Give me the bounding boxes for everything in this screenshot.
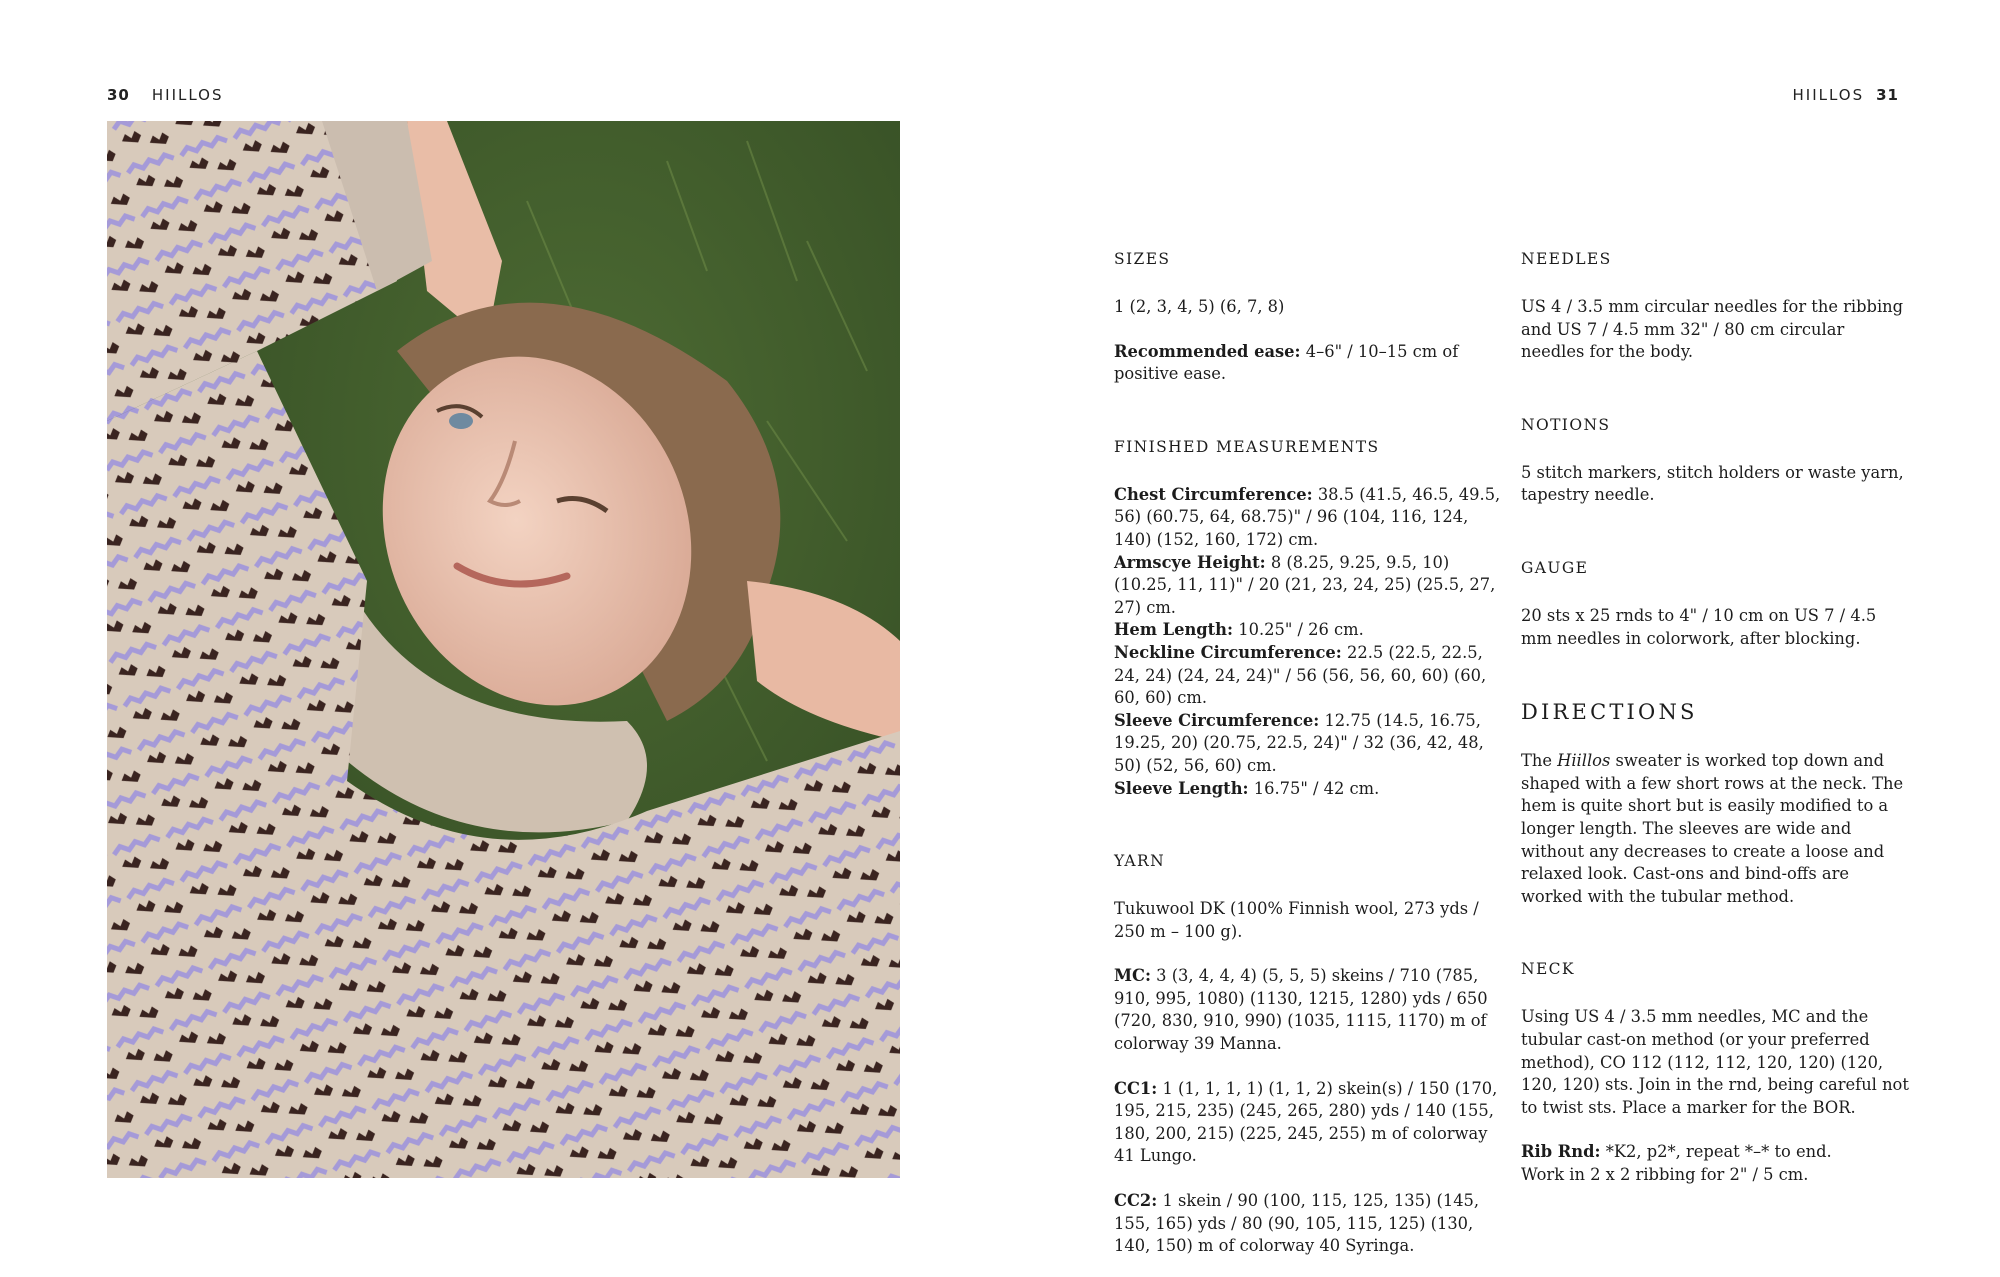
left-page-number: 30 (107, 86, 130, 104)
left-text-column (1114, 246, 1502, 1258)
mc-value: 3 (3, 4, 4, 4) (5, 5, 5) skeins / 710 (785, 910, 995, 1080) (1130, 1215, 1280) yds / 650 (720, 830, 910, 990) (1035, 1115, 1170) m of colorway 39 Manna. (1114, 966, 1488, 1054)
rib-label: Rib Rnd: (1521, 1142, 1601, 1162)
cc1-value: 1 (1, 1, 1, 1) (1, 1, 2) skein(s) / 150 (170, 195, 215, 235) (245, 265, 280) yds / 140 (155, 180, 200, 215) (225, 245, 255) m of colorway 41 Lungo. (1114, 1078, 1498, 1166)
sleeve-len-value: 16.75" / 42 cm. (1248, 778, 1380, 798)
sleeve-circ-label: Sleeve Circumference: (1114, 710, 1320, 730)
right-page-header (1792, 86, 1899, 104)
needles-heading: NEEDLES (1521, 250, 1612, 268)
sleeve-circ-value: 12.75 (14.5, 16.75, 19.25, 20) (20.75, 22.5, 24)" / 32 (36, 42, 48, 50) (52, 56, 60) cm. (1114, 710, 1484, 775)
right-running-title: HIILLOS (1792, 86, 1865, 104)
right-page-number: 31 (1876, 86, 1899, 104)
yarn-description: Tukuwool DK (100% Finnish wool, 273 yds / 250 m – 100 g). (1114, 899, 1479, 941)
rib-round (1521, 1141, 1909, 1164)
finished-measurements-heading: FINISHED MEASUREMENTS (1114, 437, 1380, 456)
hem-length (1114, 619, 1502, 642)
directions-text-rest: sweater is worked top down and shaped with a few short rows at the neck. The hem is quite short but is easily modified to a longer length. The sleeves are wide and without any decreases to create a loose and relaxed look. Cast-ons and bind-offs are worked with the tubular method. (1521, 751, 1904, 906)
neckline-label: Neckline Circumference: (1114, 642, 1342, 662)
portrait-photo-icon (107, 121, 900, 1178)
mc-label: MC: (1114, 966, 1151, 986)
sleeve-circumference (1114, 710, 1502, 778)
yarn-mc (1114, 965, 1502, 1055)
sizes-values: 1 (2, 3, 4, 5) (6, 7, 8) (1114, 297, 1285, 316)
neck-text: Using US 4 / 3.5 mm needles, MC and the tubular cast-on method (or your preferred method), CO 112 (112, 112, 120, 120) (120, 120, 120) sts. Join in the rnd, being careful not to twist sts. Place a marker for the BOR. (1521, 1007, 1909, 1117)
gauge-heading: GAUGE (1521, 558, 1589, 577)
chest-label: Chest Circumference: (1114, 484, 1313, 504)
armscye-height (1114, 552, 1502, 620)
recommended-ease (1114, 341, 1502, 386)
neck-heading: NECK (1521, 960, 1575, 979)
cc1-label: CC1: (1114, 1078, 1158, 1098)
right-text-column (1521, 246, 1909, 1186)
sleeve-len-label: Sleeve Length: (1114, 778, 1249, 798)
neckline-circumference (1114, 642, 1502, 710)
hem-label: Hem Length: (1114, 620, 1234, 640)
directions-text-start: The (1521, 751, 1558, 771)
armscye-label: Armscye Height: (1114, 552, 1266, 572)
yarn-heading: YARN (1114, 852, 1166, 871)
armscye-value: 8 (8.25, 9.25, 9.5, 10) (10.25, 11, 11)" / 20 (21, 23, 24, 25) (25.5, 27, 27) cm. (1114, 552, 1496, 617)
chest-value: 38.5 (41.5, 46.5, 49.5, 56) (60.75, 64, 68.75)" / 96 (104, 116, 124, 140) (152, 160, 172) cm. (1114, 484, 1501, 549)
left-running-title: HIILLOS (151, 86, 224, 104)
notions-text: 5 stitch markers, stitch holders or waste yarn, tapestry needle. (1521, 462, 1904, 505)
cc2-value: 1 skein / 90 (100, 115, 125, 135) (145, 155, 165) yds / 80 (90, 105, 115, 125) (130, 140, 150) m of colorway 40 Syringa. (1114, 1191, 1480, 1256)
portrait-photo (107, 121, 900, 1178)
yarn-cc1 (1114, 1078, 1502, 1168)
needles-text: US 4 / 3.5 mm circular needles for the ribbing and US 7 / 4.5 mm 32" / 80 cm circular needles for the body. (1521, 297, 1904, 362)
pattern-name: Hiillos (1557, 751, 1611, 771)
ease-value: 4–6" / 10–15 cm of positive ease. (1114, 341, 1459, 384)
neckline-value: 22.5 (22.5, 22.5, 24, 24) (24, 24, 24)" / 56 (56, 56, 60, 60) (60, 60, 60) cm. (1114, 642, 1487, 708)
notions-heading: NOTIONS (1521, 415, 1611, 434)
hem-value: 10.25" / 26 cm. (1233, 620, 1364, 640)
left-page-header (107, 86, 224, 104)
gauge-text: 20 sts x 25 rnds to 4" / 10 cm on US 7 / 4.5 mm needles in colorwork, after blocking. (1521, 605, 1877, 648)
ease-label: Recommended ease: (1114, 341, 1301, 361)
sleeve-length (1114, 778, 1502, 801)
directions-text (1521, 750, 1909, 908)
rib-value: *K2, p2*, repeat *–* to end. (1600, 1142, 1832, 1162)
sizes-heading: SIZES (1114, 250, 1171, 268)
work-ribbing: Work in 2 x 2 ribbing for 2" / 5 cm. (1521, 1164, 1809, 1184)
cc2-label: CC2: (1114, 1191, 1158, 1211)
chest-circumference (1114, 484, 1502, 552)
directions-heading: DIRECTIONS (1521, 700, 1698, 725)
yarn-cc2 (1114, 1190, 1502, 1258)
